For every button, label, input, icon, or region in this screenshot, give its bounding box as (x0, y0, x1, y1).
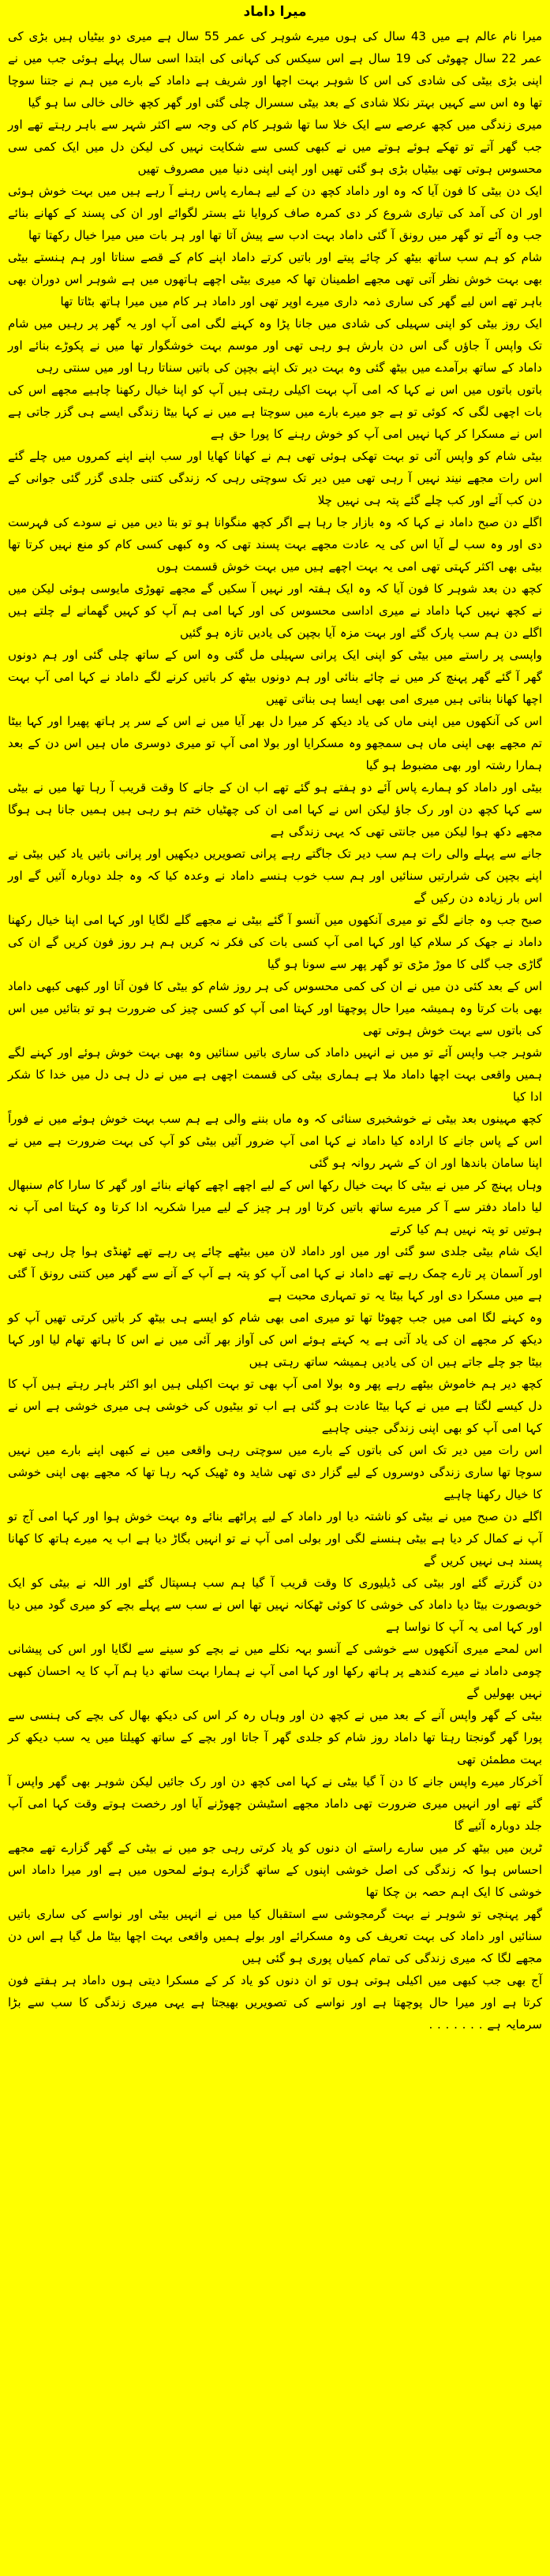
paragraph: اگلے دن صبح میں نے بیٹی کو ناشتہ دیا اور داماد کے لیے پراٹھے بنائے وہ بہت خوش ہوا اور کہا امی آج تو آپ نے کمال کر دیا ہے بیٹی ہنسنے لگی اور بولی امی آپ نے تو انہیں بگاڑ دیا ہے اب یہ میرے ہاتھ کا کھانا پسند ہی نہیں کریں گے (8, 1509, 542, 1568)
paragraph: جانے سے پہلے والی رات ہم سب دیر تک جاگتے رہے پرانی تصویریں دیکھیں اور پرانی باتیں یاد کیں بیٹی نے اپنے بچپن کی شرارتیں سنائیں اور ہم سب خوب ہنسے داماد نے وعدہ کیا کہ وہ جلد دوبارہ آئیں گے اور اس بار زیادہ دن رکیں گے (8, 847, 542, 905)
paragraph: شام کو ہم سب ساتھ بیٹھ کر چائے پیتے اور باتیں کرتے داماد اپنے کام کے قصے سناتا اور ہم ہنستے بیٹی بھی بہت خوش نظر آتی تھی مجھے اطمینان تھا کہ میری بیٹی اچھے ہاتھوں میں ہے شوہر اس دوران بھی باہر تھے اس لیے گھر کی ساری ذمہ داری میرے اوپر تھی اور داماد ہر کام میں میرا ہاتھ بٹاتا تھا (8, 250, 542, 308)
paragraph: ایک روز بیٹی کو اپنی سہیلی کی شادی میں جانا پڑا وہ کہنے لگی امی آپ اور یہ گھر پر رہیں میں شام تک واپس آ جاؤں گی اس دن بارش ہو رہی تھی اور موسم بہت خوشگوار تھا میں نے پکوڑے بنائے اور داماد کے ساتھ برآمدے میں بیٹھ گئی وہ بہت دیر تک اپنے بچپن کی باتیں سناتا رہا اور میں سنتی رہی (8, 316, 542, 375)
paragraph: دن گزرتے گئے اور بیٹی کی ڈیلیوری کا وقت قریب آ گیا ہم سب ہسپتال گئے اور اللہ نے بیٹی کو ایک خوبصورت بیٹا دیا داماد کی خوشی کا کوئی ٹھکانہ نہیں تھا اس نے سب سے پہلے بچے کو میری گود میں دیا اور کہا امی یہ آپ کا نواسا ہے (8, 1576, 542, 1634)
paragraph: کچھ مہینوں بعد بیٹی نے خوشخبری سنائی کہ وہ ماں بننے والی ہے ہم سب بہت خوش ہوئے میں نے فوراً اس کے پاس جانے کا ارادہ کیا داماد نے کہا امی آپ ضرور آئیں بیٹی کو آپ کی بہت ضرورت ہے میں نے اپنا سامان باندھا اور ان کے شہر روانہ ہو گئی (8, 1112, 542, 1170)
paragraph: ایک شام بیٹی جلدی سو گئی اور میں اور داماد لان میں بیٹھے چائے پی رہے تھے ٹھنڈی ہوا چل رہی تھی اور آسمان پر تارے چمک رہے تھے داماد نے کہا امی آپ کو پتہ ہے آپ کے آنے سے گھر میں کتنی رونق آ گئی ہے میں مسکرا دی اور کہا بیٹا یہ تو تمہاری محبت ہے (8, 1244, 542, 1303)
paragraph: اس رات میں دیر تک اس کی باتوں کے بارے میں سوچتی رہی واقعی میں نے کبھی اپنے بارے میں نہیں سوچا تھا ساری زندگی دوسروں کے لیے گزار دی تھی شاید وہ ٹھیک کہہ رہا تھا کہ مجھے بھی اپنی خوشی کا خیال رکھنا چاہیے (8, 1443, 542, 1501)
paragraph: واپسی پر راستے میں بیٹی کو اپنی ایک پرانی سہیلی مل گئی وہ اس کے ساتھ چلی گئی اور ہم دونوں گھر آ گئے گھر پہنچ کر میں نے چائے بنائی اور ہم دونوں بیٹھ کر باتیں کرنے لگے داماد نے کہا امی آپ بہت اچھا کھانا بناتی ہیں میری امی بھی ایسا ہی بناتی تھیں (8, 648, 542, 706)
paragraph: وہاں پہنچ کر میں نے بیٹی کا بہت خیال رکھا اس کے لیے اچھے اچھے کھانے بنائے اور گھر کا سارا کام سنبھال لیا داماد دفتر سے آ کر میرے ساتھ باتیں کرتا اور ہر چیز کے لیے میرا شکریہ ادا کرتا وہ کہتا امی آپ نہ ہوتیں تو پتہ نہیں ہم کیا کرتے (8, 1178, 542, 1236)
article-body (8, 25, 542, 2036)
paragraph: اس کی آنکھوں میں اپنی ماں کی یاد دیکھ کر میرا دل بھر آیا میں نے اس کے سر پر ہاتھ پھیرا اور کہا بیٹا تم مجھے بھی اپنی ماں ہی سمجھو وہ مسکرایا اور بولا امی آپ تو میری دوسری ماں ہیں اس دن کے بعد ہمارا رشتہ اور بھی مضبوط ہو گیا (8, 714, 542, 772)
paragraph: کچھ دن بعد شوہر کا فون آیا کہ وہ ایک ہفتہ اور نہیں آ سکیں گے مجھے تھوڑی مایوسی ہوئی لیکن میں نے کچھ نہیں کہا داماد نے میری اداسی محسوس کی اور کہا امی ہم آپ کو کہیں گھمانے لے چلتے ہیں اگلے دن ہم سب پارک گئے اور بہت مزہ آیا بچپن کی یادیں تازہ ہو گئیں (8, 581, 542, 640)
paragraph: گھر پہنچی تو شوہر نے بہت گرمجوشی سے استقبال کیا میں نے انہیں بیٹی اور نواسے کی ساری باتیں سنائیں اور داماد کی بہت تعریف کی وہ مسکرائے اور بولے ہمیں واقعی بہت اچھا بیٹا مل گیا ہے اس دن مجھے لگا کہ میری زندگی کی تمام کمیاں پوری ہو گئی ہیں (8, 1907, 542, 1965)
paragraph: شوہر جب واپس آئے تو میں نے انہیں داماد کی ساری باتیں سنائیں وہ بھی بہت خوش ہوئے اور کہنے لگے ہمیں واقعی بہت اچھا داماد ملا ہے ہماری بیٹی کی قسمت اچھی ہے میں نے دل ہی دل میں خدا کا شکر ادا کیا (8, 1045, 542, 1104)
paragraph: ایک دن بیٹی کا فون آیا کہ وہ اور داماد کچھ دن کے لیے ہمارے پاس رہنے آ رہے ہیں میں بہت خوش ہوئی اور ان کی آمد کی تیاری شروع کر دی کمرہ صاف کروایا نئے بستر لگوائے اور ان کی پسند کے کھانے بنائے جب وہ آئے تو گھر میں رونق آ گئی داماد بہت ادب سے پیش آتا تھا اور ہر بات میں میرا خیال رکھتا تھا (8, 184, 542, 242)
paragraph: وہ کہنے لگا امی میں جب چھوٹا تھا تو میری امی بھی شام کو ایسے ہی بیٹھ کر باتیں کرتی تھیں آپ کو دیکھ کر مجھے ان کی یاد آتی ہے یہ کہتے ہوئے اس کی آواز بھر آئی میں نے اس کا ہاتھ تھام لیا اور کہا بیٹا جو چلے جاتے ہیں ان کی یادیں ہمیشہ ساتھ رہتی ہیں (8, 1310, 542, 1369)
paragraph: اس کے بعد کئی دن میں نے ان کی کمی محسوس کی ہر روز شام کو بیٹی کا فون آتا اور کبھی کبھی داماد بھی بات کرتا وہ ہمیشہ میرا حال پوچھتا اور کہتا امی آپ کو کسی چیز کی ضرورت ہو تو بتائیں میں اس کی باتوں سے بہت خوش ہوتی تھی (8, 979, 542, 1038)
paragraph: اگلے دن صبح داماد نے کہا کہ وہ بازار جا رہا ہے اگر کچھ منگوانا ہو تو بتا دیں میں نے سودے کی فہرست دی اور وہ سب لے آیا اس کی یہ عادت مجھے بہت پسند تھی کہ وہ کبھی کسی کام کو منع نہیں کرتا تھا بیٹی بھی اکثر کہتی تھی امی یہ بہت اچھے ہیں میں بہت خوش قسمت ہوں (8, 515, 542, 574)
paragraph: بیٹی کے گھر واپس آنے کے بعد میں نے کچھ دن اور وہاں رہ کر اس کی دیکھ بھال کی بچے کی ہنسی سے پورا گھر گونجتا رہتا تھا داماد روز شام کو جلدی گھر آ جاتا اور بچے کے ساتھ کھیلتا میں یہ سب دیکھ کر بہت مطمئن تھی (8, 1708, 542, 1767)
paragraph: آج بھی جب کبھی میں اکیلی ہوتی ہوں تو ان دنوں کو یاد کر کے مسکرا دیتی ہوں داماد ہر ہفتے فون کرتا ہے اور میرا حال پوچھتا ہے اور نواسے کی تصویریں بھیجتا ہے یہی میری زندگی کا سب سے بڑا سرمایہ ہے . . . . . . . (8, 1973, 542, 2032)
paragraph: اس لمحے میری آنکھوں سے خوشی کے آنسو بہہ نکلے میں نے بچے کو سینے سے لگایا اور اس کی پیشانی چومی داماد نے میرے کندھے پر ہاتھ رکھا اور کہا امی آپ نے ہمارا بہت ساتھ دیا ہم آپ کا یہ احسان کبھی نہیں بھولیں گے (8, 1642, 542, 1700)
paragraph: بیٹی شام کو واپس آئی تو بہت تھکی ہوئی تھی ہم نے کھانا کھایا اور سب اپنے اپنے کمروں میں چلے گئے اس رات مجھے نیند نہیں آ رہی تھی میں دیر تک سوچتی رہی کہ زندگی کتنی جلدی گزر گئی جوانی کے دن کب آئے اور کب چلے گئے پتہ ہی نہیں چلا (8, 449, 542, 507)
paragraph: میرا نام عالم ہے میں 43 سال کی ہوں میرے شوہر کی عمر 55 سال ہے میری دو بیٹیاں ہیں بڑی کی عمر 22 سال چھوٹی کی 19 سال ہے اس سیکس کی کہانی کی ابتدا اسی سال پہلے ہوئی جب میں نے اپنی بڑی بیٹی کی شادی کی اس کا شوہر بہت اچھا اور شریف ہے داماد کے بارے میں ہم نے جتنا سوچا تھا وہ اس سے کہیں بہتر نکلا شادی کے بعد بیٹی سسرال چلی گئی اور گھر کچھ خالی خالی سا ہو گیا (8, 29, 542, 110)
paragraph: ٹرین میں بیٹھ کر میں سارے راستے ان دنوں کو یاد کرتی رہی جو میں نے بیٹی کے گھر گزارے تھے مجھے احساس ہوا کہ زندگی کی اصل خوشی اپنوں کے ساتھ گزارے ہوئے لمحوں میں ہے اور میرا داماد اس خوشی کا ایک اہم حصہ بن چکا تھا (8, 1841, 542, 1899)
paragraph: میری زندگی میں کچھ عرصے سے ایک خلا سا تھا شوہر کام کی وجہ سے اکثر شہر سے باہر رہتے تھے اور جب گھر آتے تو تھکے ہوئے ہوتے میں نے کبھی کسی سے شکایت نہیں کی لیکن دل میں ایک کمی سی محسوس ہوتی تھی بیٹیاں بڑی ہو گئی تھیں اور اپنی اپنی دنیا میں مصروف تھیں (8, 118, 542, 176)
paragraph: کچھ دیر ہم خاموش بیٹھے رہے پھر وہ بولا امی آپ بھی تو بہت اکیلی ہیں ابو اکثر باہر رہتے ہیں آپ کا دل کیسے لگتا ہے میں نے کہا بیٹا عادت ہو گئی ہے اب تو بیٹیوں کی خوشی ہی میری خوشی ہے اس نے کہا امی آپ کو بھی اپنی زندگی جینی چاہیے (8, 1377, 542, 1435)
paragraph: بیٹی اور داماد کو ہمارے پاس آئے دو ہفتے ہو گئے تھے اب ان کے جانے کا وقت قریب آ رہا تھا میں نے بیٹی سے کہا کچھ دن اور رک جاؤ لیکن اس نے کہا امی ان کی چھٹیاں ختم ہو رہی ہیں ہمیں جانا ہی ہوگا مجھے دکھ ہوا لیکن میں جانتی تھی کہ یہی زندگی ہے (8, 780, 542, 839)
paragraph: باتوں باتوں میں اس نے کہا کہ امی آپ بہت اکیلی رہتی ہیں آپ کو اپنا خیال رکھنا چاہیے مجھے اس کی بات اچھی لگی کہ کوئی تو ہے جو میرے بارے میں سوچتا ہے میں نے کہا بیٹا زندگی ایسے ہی گزر جاتی ہے اس نے مسکرا کر کہا نہیں امی آپ کو خوش رہنے کا پورا حق ہے (8, 383, 542, 441)
paragraph: صبح جب وہ جانے لگے تو میری آنکھوں میں آنسو آ گئے بیٹی نے مجھے گلے لگایا اور کہا امی اپنا خیال رکھنا داماد نے جھک کر سلام کیا اور کہا امی آپ کسی بات کی فکر نہ کریں ہم ہر روز فون کریں گے ان کی گاڑی جب گلی کا موڑ مڑی تو گھر پھر سے سونا ہو گیا (8, 913, 542, 971)
article-title: میرا داماد (243, 4, 307, 20)
paragraph: آخرکار میرے واپس جانے کا دن آ گیا بیٹی نے کہا امی کچھ دن اور رک جائیں لیکن شوہر بھی گھر واپس آ گئے تھے اور انہیں میری ضرورت تھی داماد مجھے اسٹیشن چھوڑنے آیا اور رخصت ہوتے وقت کہا امی آپ جلد دوبارہ آئیے گا (8, 1774, 542, 1833)
